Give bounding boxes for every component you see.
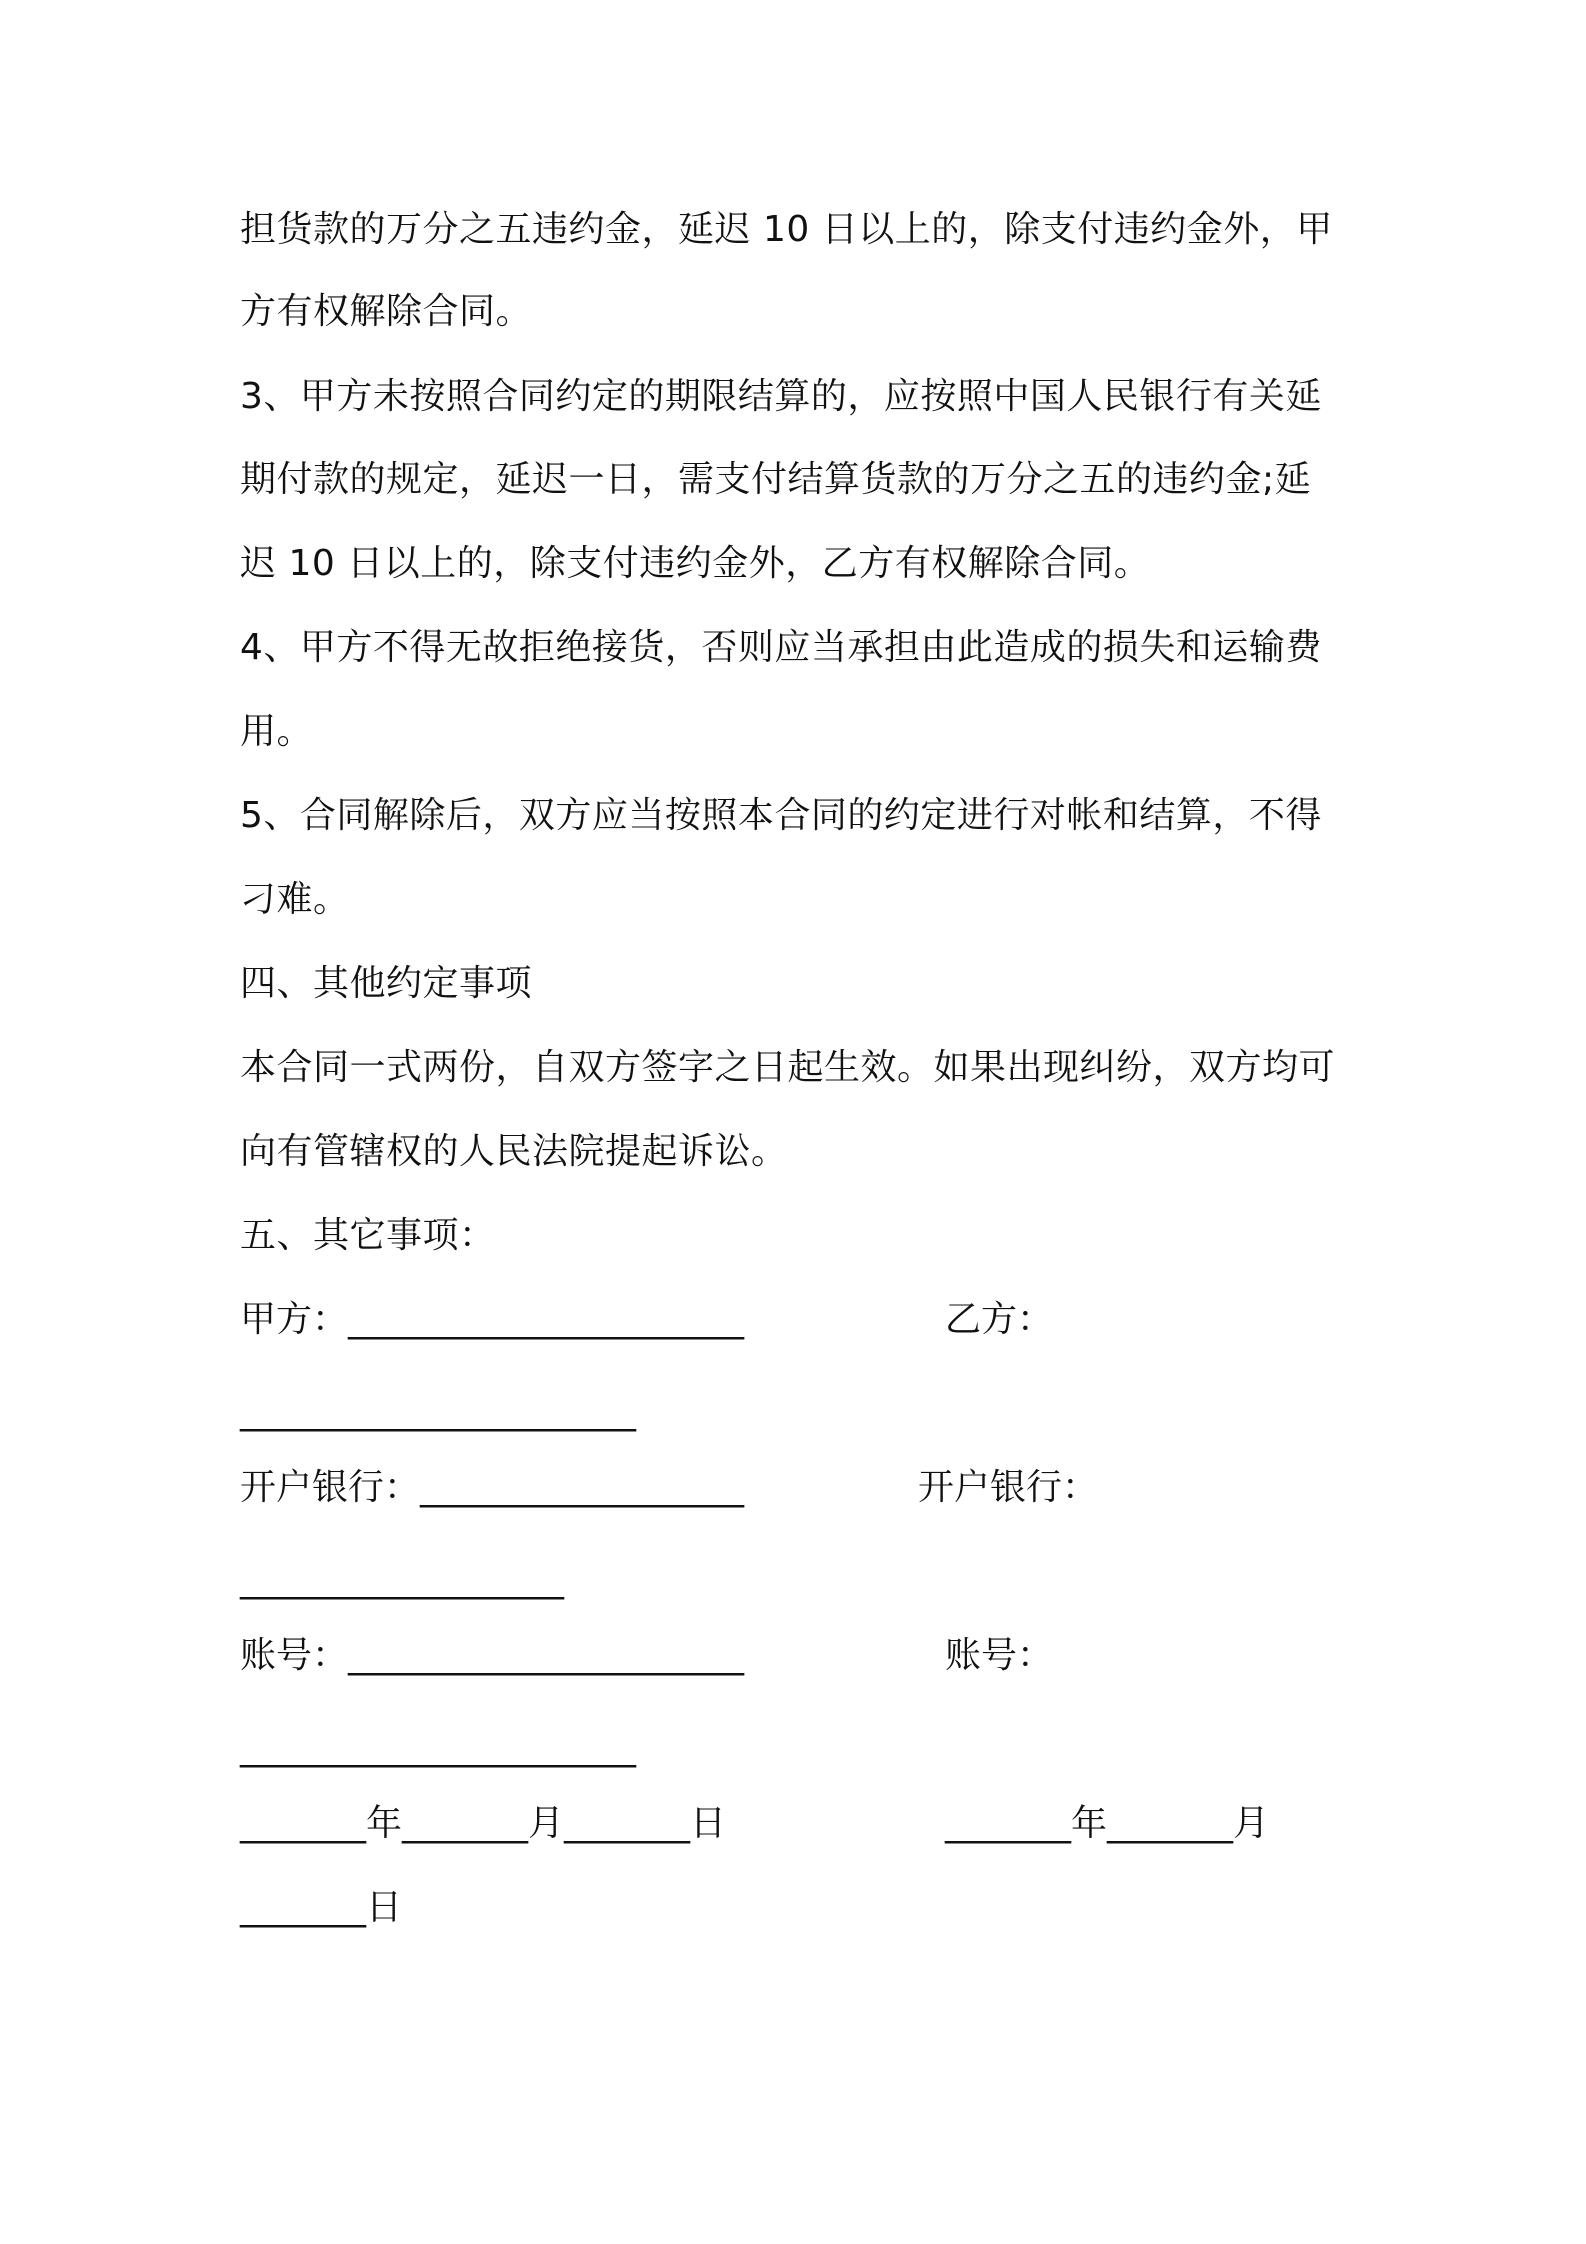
paragraph-line: 刁难。 [240, 879, 350, 920]
paragraph-line: 担货款的万分之五违约金，延迟 10 日以上的，除支付违约金外，甲 [240, 209, 1333, 250]
section-heading: 四、其他约定事项 [240, 963, 533, 1004]
paragraph-line: 本合同一式两份，自双方签字之日起生效。如果出现纠纷，双方均可 [240, 1047, 1336, 1088]
paragraph-line: 3、甲方未按照合同约定的期限结算的，应按照中国人民银行有关延 [240, 376, 1322, 417]
account-a-field: 账号：______________________ [240, 1635, 745, 1676]
paragraph-line: 迟 10 日以上的，除支付违约金外，乙方有权解除合同。 [240, 543, 1151, 584]
paragraph-line: 向有管辖权的人民法院提起诉讼。 [240, 1131, 788, 1172]
bank-b-line: __________________ [240, 1559, 564, 1600]
bank-b-label: 开户银行： [918, 1467, 1099, 1508]
party-b-line: ______________________ [240, 1391, 636, 1432]
bank-a-field: 开户银行：__________________ [240, 1467, 745, 1508]
account-b-label: 账号： [945, 1635, 1054, 1676]
paragraph-line: 4、甲方不得无故拒绝接货，否则应当承担由此造成的损失和运输费 [240, 627, 1322, 668]
paragraph-line: 期付款的规定，延迟一日，需支付结算货款的万分之五的违约金;延 [240, 459, 1312, 500]
paragraph-line: 用。 [240, 711, 314, 752]
party-b-label: 乙方： [945, 1299, 1054, 1340]
section-heading: 五、其它事项： [240, 1215, 496, 1256]
account-b-line: ______________________ [240, 1727, 636, 1768]
paragraph-line: 方有权解除合同。 [240, 291, 533, 332]
date-a-field: _______年_______月_______日 [240, 1803, 726, 1844]
date-b-day-field: _______日 [240, 1887, 403, 1928]
date-b-field: _______年_______月 [945, 1803, 1269, 1844]
party-a-field: 甲方：______________________ [240, 1299, 745, 1340]
paragraph-line: 5、合同解除后，双方应当按照本合同的约定进行对帐和结算，不得 [240, 795, 1322, 836]
